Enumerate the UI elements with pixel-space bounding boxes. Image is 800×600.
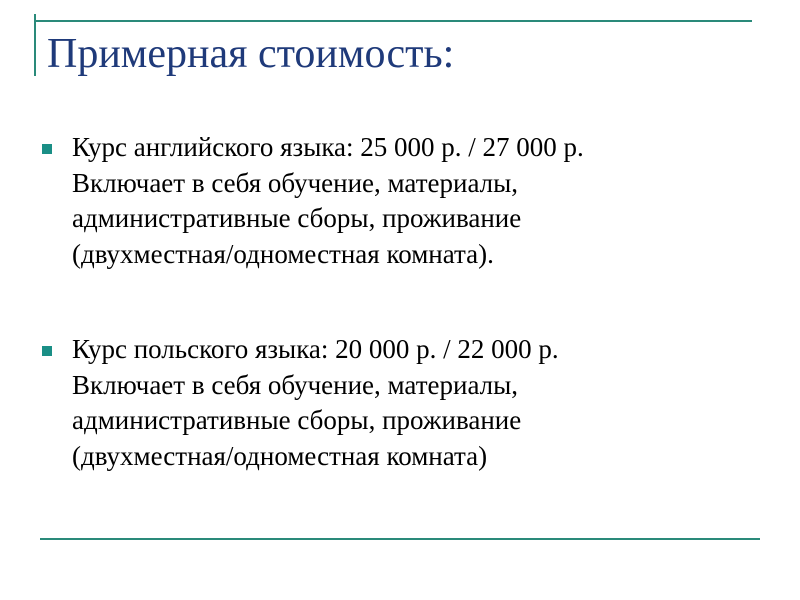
bullet-line: Курс английского языка: 25 000 р. / 27 000 р. (72, 132, 584, 162)
list-item-polish-course (40, 332, 730, 474)
bullet-line: Курс польского языка: 20 000 р. / 22 000 р. (72, 334, 559, 364)
slide-title: Примерная стоимость: (47, 31, 455, 77)
top-divider-line (34, 20, 752, 22)
bullet-line: (двухместная/одноместная комната) (72, 440, 488, 471)
list-item-english-course (40, 130, 730, 272)
bullet-line: Включает в себя обучение, материалы, (72, 369, 519, 400)
bullet-line: Включает в себя обучение, материалы, (72, 167, 519, 198)
price-list (40, 130, 730, 534)
bullet-line: административные сборы, проживание (72, 405, 522, 435)
bottom-divider-line (40, 538, 760, 540)
bullet-line: (двухместная/одноместная комната). (72, 238, 494, 269)
title-accent-line (34, 14, 36, 76)
square-bullet-icon (42, 346, 52, 356)
bullet-line: административные сборы, проживание (72, 203, 522, 233)
square-bullet-icon (42, 144, 52, 154)
